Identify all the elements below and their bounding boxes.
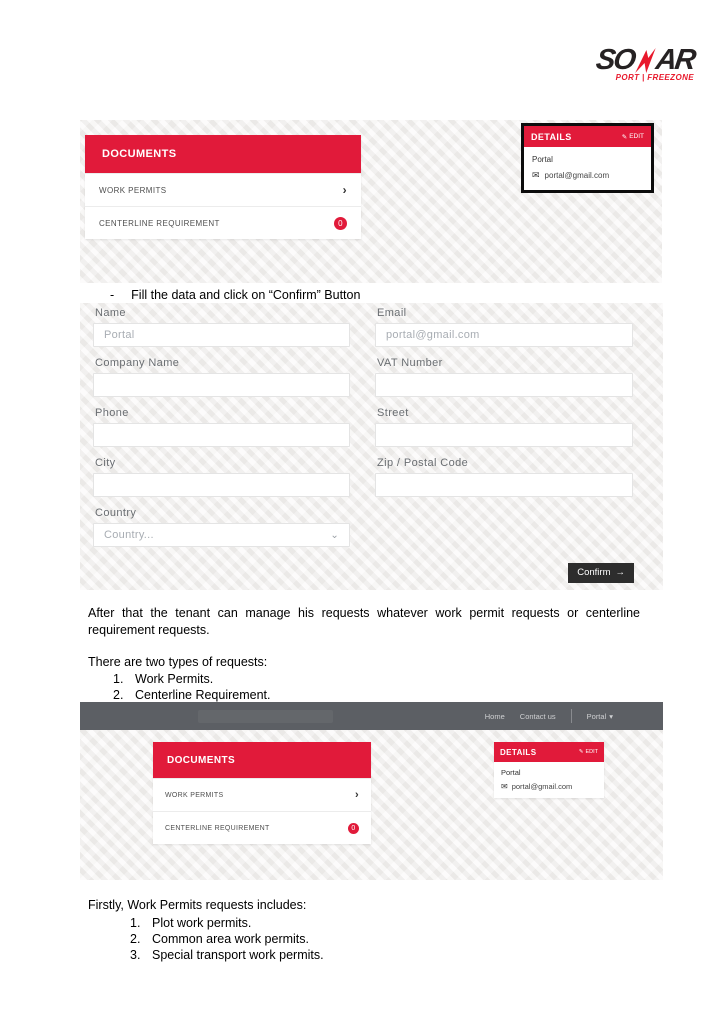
list-text: Work Permits. <box>135 672 214 686</box>
list-number: 2. <box>130 932 141 946</box>
portal-navbar <box>80 702 663 730</box>
work-permits-row[interactable] <box>85 173 361 206</box>
details-panel <box>494 742 604 798</box>
documents-panel <box>85 135 361 239</box>
instruction-text: Fill the data and click on “Confirm” Button <box>131 288 361 302</box>
details-panel-header <box>494 742 604 762</box>
logo-text-left: SO <box>593 44 637 76</box>
confirm-button[interactable] <box>568 563 634 583</box>
street-field-group <box>375 407 633 447</box>
details-email-row <box>532 170 643 181</box>
vat-number-input[interactable] <box>375 373 633 397</box>
zip-field-group <box>375 457 633 497</box>
list-text: Plot work permits. <box>152 916 252 930</box>
list-item <box>113 671 271 687</box>
screenshot-profile-form <box>80 303 663 590</box>
street-input[interactable] <box>375 423 633 447</box>
documents-panel-title: DOCUMENTS <box>167 754 236 766</box>
country-select[interactable] <box>93 523 350 547</box>
portal-dashboard-body <box>80 730 663 880</box>
documents-panel <box>153 742 371 844</box>
city-label: City <box>95 457 116 469</box>
confirm-button-label: Confirm <box>577 567 611 578</box>
centerline-requirement-row[interactable] <box>153 811 371 844</box>
profile-form <box>93 307 633 557</box>
pencil-icon: ✎ <box>578 749 584 755</box>
details-panel-header <box>524 126 651 147</box>
phone-field-group <box>93 407 350 447</box>
name-input[interactable]: Portal <box>93 323 350 347</box>
arrow-right-icon: → <box>615 567 625 578</box>
list-item <box>130 947 324 963</box>
name-label: Name <box>95 307 126 319</box>
form-grid-spacer <box>375 507 633 557</box>
list-item <box>113 687 271 703</box>
nav-user-label: Portal <box>586 711 607 721</box>
list-number: 2. <box>113 688 124 702</box>
paragraph-work-permits-intro: Firstly, Work Permits requests includes: <box>88 898 307 912</box>
work-permits-label: WORK PERMITS <box>165 791 224 799</box>
edit-label: EDIT <box>629 133 644 140</box>
details-name: Portal <box>501 768 521 777</box>
logo-text-right: AR <box>653 44 697 76</box>
request-types-list <box>113 671 271 703</box>
country-select-value: Country... <box>104 529 154 541</box>
caret-down-icon: ▾ <box>609 711 613 721</box>
navbar-links <box>485 709 613 723</box>
zip-input[interactable] <box>375 473 633 497</box>
list-number: 1. <box>130 916 141 930</box>
documents-panel-header <box>153 742 371 778</box>
vat-number-field-group <box>375 357 633 397</box>
phone-label: Phone <box>95 407 129 419</box>
list-item <box>130 931 324 947</box>
work-permits-row[interactable] <box>153 778 371 811</box>
sohar-logo-wordmark <box>556 46 696 74</box>
details-panel-title: DETAILS <box>500 747 537 757</box>
zip-label: Zip / Postal Code <box>377 457 469 469</box>
logo-tagline: PORT | FREEZONE <box>615 73 694 82</box>
list-number: 3. <box>130 948 141 962</box>
nav-home-link[interactable]: Home <box>484 711 505 721</box>
details-email: portal@gmail.com <box>544 171 610 180</box>
country-field-group <box>93 507 350 547</box>
screenshot-documents-overview <box>80 120 662 283</box>
details-panel-highlighted <box>521 123 654 193</box>
screenshot-portal-dashboard <box>80 702 663 880</box>
chevron-down-icon: ⌄ <box>330 529 339 541</box>
dash-bullet: - <box>110 288 115 302</box>
list-item <box>130 915 324 931</box>
country-label: Country <box>95 507 137 519</box>
navbar-logo-faint <box>198 710 333 723</box>
envelope-icon: ✉ <box>501 782 508 791</box>
paragraph-manage-requests: After that the tenant can manage his requests whatever work permit requests or centerline requirement requests. <box>88 606 640 637</box>
edit-button[interactable] <box>622 133 644 141</box>
chevron-right-icon: › <box>355 789 359 801</box>
work-permit-types-list <box>130 915 324 963</box>
centerline-requirement-row[interactable] <box>85 206 361 239</box>
email-field-group <box>375 307 633 347</box>
details-panel-body <box>494 762 604 798</box>
company-name-label: Company Name <box>95 357 180 369</box>
count-badge: 0 <box>334 217 347 230</box>
details-email-row <box>501 782 597 791</box>
paragraph-types-intro: There are two types of requests: <box>88 655 268 669</box>
vat-number-label: VAT Number <box>377 357 443 369</box>
documents-panel-header <box>85 135 361 173</box>
company-name-field-group <box>93 357 350 397</box>
email-input[interactable]: portal@gmail.com <box>375 323 633 347</box>
sohar-logo <box>558 44 697 82</box>
nav-user-menu[interactable] <box>587 712 613 721</box>
pencil-icon: ✎ <box>621 133 628 141</box>
centerline-requirement-label: CENTERLINE REQUIREMENT <box>99 218 220 228</box>
instruction-line <box>110 288 360 302</box>
details-name: Portal <box>532 155 553 164</box>
centerline-requirement-label: CENTERLINE REQUIREMENT <box>165 824 270 832</box>
list-number: 1. <box>113 672 124 686</box>
chevron-right-icon: › <box>342 183 347 197</box>
details-panel-title: DETAILS <box>531 131 572 142</box>
street-label: Street <box>377 407 409 419</box>
list-text: Special transport work permits. <box>152 948 324 962</box>
email-label: Email <box>377 307 407 319</box>
company-name-input[interactable] <box>93 373 350 397</box>
nav-contact-link[interactable]: Contact us <box>519 711 556 721</box>
work-permits-label: WORK PERMITS <box>99 185 167 195</box>
phone-input[interactable] <box>93 423 350 447</box>
city-field-group <box>93 457 350 497</box>
list-text: Common area work permits. <box>152 932 309 946</box>
details-email: portal@gmail.com <box>511 782 573 791</box>
details-panel-body <box>524 147 651 190</box>
count-badge: 0 <box>348 823 359 834</box>
envelope-icon: ✉ <box>532 170 540 180</box>
edit-button[interactable] <box>579 749 598 755</box>
nav-divider <box>571 709 572 723</box>
city-input[interactable] <box>93 473 350 497</box>
name-field-group <box>93 307 350 347</box>
list-text: Centerline Requirement. <box>135 688 271 702</box>
documents-panel-title: DOCUMENTS <box>102 148 177 160</box>
edit-label: EDIT <box>585 749 598 755</box>
